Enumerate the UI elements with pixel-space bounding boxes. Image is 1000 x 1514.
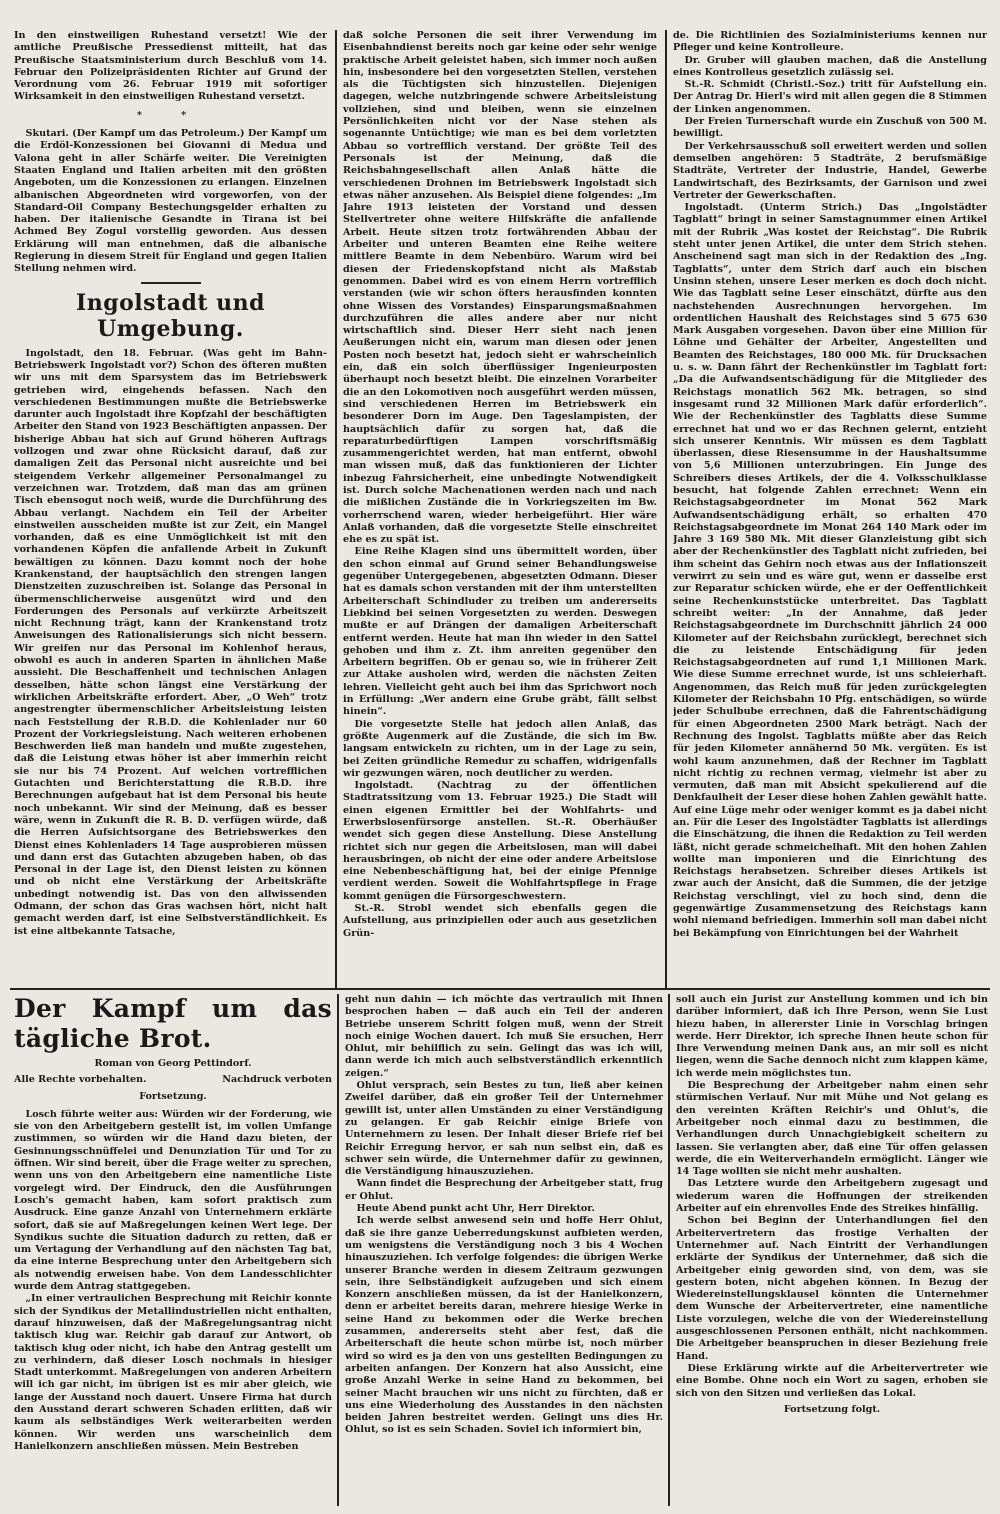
article-vorgesetzte: Die vorgesetzte Stelle hat jedoch allen Anlaß, das größte Augenmerk auf die Zustände, die sich im Bw. langsam entwickeln zu richten, um in der Lage zu sein, bei Zeiten gründliche Remedur zu schaffen, widrigenfalls wir gezwungen wären, noch deutlicher zu werden. [343,718,657,779]
section-divider [10,988,990,990]
novel-paragraph: Diese Erklärung wirkte auf die Arbeitervertreter wie eine Bombe. Ohne noch ein Wort zu sagen, erhoben sie sich von den Sitzen und verließen das Lokal. [676,1362,988,1399]
column-rule [668,994,670,1506]
column-rule [665,30,667,988]
article-stadtrat: Ingolstadt. (Nachtrag zu der öffentlichen Stadtratssitzung vom 13. Februar 1925.) Die Stadt will einen eigenen Ermittler bei der Wohlfahrts- und Erwerbslosenfürsorge anstellen. St.-R. Oberhäußer wendet sich gegen diese Anstellung. Diese Anstellung richtet sich nur gegen die Arbeitslosen, man will dabei herausbringen, ob nicht der eine oder andere Arbeitslose eine Nebenbeschäftigung hat, bei der einige Pfennige verdient werden. Soweit die Wohlfahrtspflege in Frage kommt genügen die Fürsorgeschwestern. [343,780,657,902]
article-turnerschaft: Der Freien Turnerschaft wurde ein Zuschuß von 500 M. bewilligt. [673,116,987,140]
novel-column-2 [345,994,663,1504]
novel-column-1 [14,994,332,1504]
article-unterm-strich: Ingolstadt. (Unterm Strich.) Das „Ingolstädter Tagblatt“ bringt in seiner Samstagnummer einen Artikel mit der Rubrik „Was kostet der Reichstag“. Die Rubrik steht unter jenen Artikel, die unter dem Strich stehen. Anscheinend sagt man sich in der Redaktion des „Ing. Tagblatts“, unter dem Strich darf auch ein bischen Unsinn stehen, unsere Leser merken es doch doch nicht. Wie das Tagblatt seine Leser einschätzt, dürfte aus den nachstehenden Ausrechnungen hervorgehen. Im ordentlichen Haushalt des Reichstages sind 5 675 630 Mark Ausgaben vorgesehen. Davon über eine Million für Löhne und Gehälter der Arbeiter, Angestellten und Beamten des Reichstages, 180 000 Mk. für Drucksachen u. s. w. Dann fährt der Rechenkünstler im Tagblatt fort: „Da die Aufwandsentschädigung für die Mitglieder des Reichstags monatlich 562 Mk. betragen, so sind insgesamt rund 32 Millionen Mark dafür erforderlich“. Wie der Rechenkünstler des Tagblatts diese Summe errechnet hat und wo er das Rechnen gelernt, entzieht sich unserer Kenntnis. Wir müssen es dem Tagblatt überlassen, diese Riesensumme in der Haushaltsumme von 5,6 Millionen unterzubringen. Ein Junge des Schreibers dieses Artikels, der die 4. Volksschulklasse besucht, hat folgende Zahlen errechnet: Wenn ein Reichstagsabgeordneter im Monat 562 Mark Aufwandsentschädigung erhält, so erhalten 470 Reichstagsabgeordnete im Monat 264 140 Mark oder im Jahre 3 169 580 Mk. Mit dieser Glanzleistung gibt sich aber der Rechenkünstler des Tagblatt nicht zufrieden, bei ihm scheint das Gehirn noch etwas aus der Inflationszeit verwirrt zu sein und es wäre gut, wenn er dasselbe erst zur Reparatur schicken würde, ehe er der Oeffentlichkeit seine Rechenkunststücke unterbreitet. Das Tagblatt schreibt weiter: „In der Annahme, daß jeder Reichstagsabgeordnete im Durchschnitt jährlich 24 000 Kilometer auf der Reichsbahn zurücklegt, berechnet sich die zu leistende Entschädigung für jeden Reichstagsabgeordneten auf rund 1,1 Millionen Mark. Wie diese Summe errechnet wurde, ist uns schleierhaft. Angenommen, das Reich muß für jeden zurückgelegten Kilometer der Reichsbahn 10 Pfg. entschädigen, so würde jeder Schulbube errechnen, daß die Fahrentschädigung für einen Abgeordneten 2500 Mark beträgt. Nach der Rechnung des Ingolst. Tagblatts müßte aber das Reich für jeden Kilometer annähernd 50 Mk. vergüten. Es ist wohl kaum anzunehmen, daß der Rechner im Tagblatt nicht richtig zu rechnen vermag, vielmehr ist aber zu vermuten, daß man mit Absicht spekulierend auf die Denkfaulheit der Leser diese hohen Zahlen gewählt hatte. Auf eine Lüge mehr oder weniger kommt es ja dabei nicht an. Für die Leser des Ingolstädter Tagblatts ist allerdings die Einschätzung, die ihnen die Redaktion zu Teil werden läßt, nicht gerade schmeichelhaft. Mit den hohen Zahlen wollte man imponieren und die Einrichtung des Reichstags herabsetzen. Schreiber dieses Artikels ist zwar auch der Ansicht, daß die Summen, die der jetzige Reichstag verschlingt, viel zu hoch sind, denn die gegenwärtige Zusammensetzung des Reichstags kann wohl niemand befriedigen. Immerhin soll man dabei nicht bei Bekämpfung von Einrichtungen bei der Wahrheit [673,202,987,939]
novel-column-3 [676,994,988,1504]
article-bahn-betriebswerk: Ingolstadt, den 18. Februar. (Was geht im Bahn-Betriebswerk Ingolstadt vor?) Schon des öfteren mußten wir uns mit dem Sparsystem das im Betriebswerk getrieben wird, eingehends befassen. Nach den verschiedenen Bestimmungen mußte die Betriebswerke darunter auch Ingolstadt ihre Kopfzahl der beschäftigten Arbeiter den Stand von 1923 Beschäftigten anpassen. Der bisherige Abbau hat sich auf Grund höheren Auftrags vollzogen und zwar ohne Rücksicht darauf, daß zur damaligen Zeit das Personal nicht ausreichte und bei steigendem Verkehr allgemeiner Personalmangel zu verzeichnen war. Trotzdem, daß man das am grünen Tisch ebensogut noch weiß, wurde die Durchführung des Abbau verlangt. Nachdem ein Teil der Arbeiter einstweilen ausscheiden mußte ist zur Zeit, ein Mangel vorhanden, daß es eine Unmöglichkeit ist mit den vorhandenen Köpfen die anfallende Arbeit in Zukunft bewältigen zu können. Dazu kommt noch der hohe Krankenstand, der hauptsächlich den strengen langen Dienstzeiten zuzuschreiben ist. Solange das Personal in übermenschlicherweise ausgenützt wird und den Forderungen des Personals auf verkürzte Arbeitszeit nicht Rechnung trägt, kann der Krankenstand trotz Anweisungen des Rationalisierungs sich nicht bessern. Wir greifen nur das Personal im Kohlenhof heraus, obwohl es auch in anderen Sparten in ähnlichen Maße aussieht. Die Beschaffenheit und technischen Anlagen desselben, hätte schon längst eine Verstärkung der wirklichen Arbeitskräfte erfordert. Aber, „O Weh“ trotz angestrengter übermenschlicher Arbeitsleistung leisten nach Feststellung der R.B.D. die Kohlenlader nur 60 Prozent der Vorkriegsleistung. Nach weiteren erhobenen Beschwerden ließ man handeln und mußte zugestehen, daß die Leistung etwas höher ist aber immerhin reicht sie nur bis 74 Prozent. Auf welchen vortrefflichen Gutachten und Berichterstattung die R.B.D. ihre Berechnungen aufgebaut hat ist dem Personal bis heute noch unbekannt. Wir sind der Meinung, daß es besser wäre, wenn in Zukunft die R. B. D. verfügen würde, daß die Herren Aufsichtsorgane des Betriebswerkes den Dienst eines Kohlenladers 14 Tage ausprobieren müssen und dann erst das Gutachten abzugeben haben, ob das Personal in der Lage ist, den Dienst leisten zu können und ob nicht eine Verstärkung der Arbeitskräfte unbedingt notwendig ist. Das von den allwissenden Odmann, der schon das Gras wachsen hört, nicht halt gemacht werden darf, ist eine Selbstverständlichkeit. Es ist eine altbekannte Tatsache, [14,347,327,937]
reprint-forbidden: Nachdruck verboten [222,1074,332,1086]
novel-paragraph: Schon bei Beginn der Unterhandlungen fiel den Arbeitervertretern das frostige Verhalten der Unternehmer auf. Nach Eintritt der Verhandlungen erklärte der Syndikus der Unternehmer, daß sich die Arbeitgeber einig geworden sind, von dem, was sie gestern boten, nicht abgehen können. In Bezug der Wiedereinstellungsklausel könnten die Unternehmer dem Wunsche der Arbeitervertreter, eine namentliche Liste vorzulegen, welche die von der Wiedereinstellung ausgeschlossenen Personen enthält, nicht nachkommen. Die Arbeitgeber beanspruchen in dieser Beziehung freie Hand. [676,1215,988,1362]
section-title: Ingolstadt und Umgebung. [75,289,266,342]
novel-paragraph: Losch führte weiter aus: Würden wir der Forderung, wie sie von den Arbeitgebern gestellt ist, im vollen Umfange zustimmen, so würden wir die Hand dazu bieten, der Gesinnungsschnüffelei und Denunziation Tür und Tor zu öffnen. Wir sind bereit, über die Frage weiter zu sprechen, wenn uns von den Arbeitgebern eine namentliche Liste vorgelegt wird. Der Eindruck, den die Ausführungen Losch's gemacht haben, kam sofort praktisch zum Ausdruck. Eine ganze Anzahl von Unternehmern erklärte sofort, daß sie auf Maßregelungen keinen Wert lege. Der Syndikus suchte die Situation dadurch zu retten, daß er um Vertagung der Verhandlung auf den nächsten Tag bat, da eine interne Besprechung unter den Arbeitgebern sich als notwendig erweisen habe. Von dem Landesschlichter wurde dem Antrag stattgegeben. [14,1108,332,1293]
novel-paragraph: geht nun dahin — ich möchte das vertraulich mit Ihnen besprochen haben — daß auch ein Teil der anderen Betriebe unserem Schritt folgen muß, wenn der Streit noch einige Wochen dauert. Ich muß Sie ersuchen, Herr Ohlut, mir behilflich zu sein. Gelingt das was ich will, dann werde ich mich auch selbstverständlich erkenntlich zeigen.“ [345,994,663,1079]
novel-paragraph: Ohlut versprach, sein Bestes zu tun, ließ aber keinen Zweifel darüber, daß ein großer Teil der Unternehmer gewillt ist, unter allen Umständen zu einer Verständigung zu gelangen. Er gab Reichir einige Briefe von Unternehmern zu lesen. Der Inhalt dieser Briefe rief bei Reichir Erregung hervor, er sah nun selbst ein, daß es schwer sein würde, die Unternehmer dafür zu gewinnen, die Verständigung hinauszuziehen. [345,1080,663,1178]
novel-paragraph: Die Besprechung der Arbeitgeber nahm einen sehr stürmischen Verlauf. Nur mit Mühe und Not gelang es den vereinten Kräften Reichir's und Ohlut's, die Arbeitgeber noch einmal dazu zu bestimmen, die Verhandlungen durch Unnachgiebigkeit scheitern zu lassen. Sie verlangten aber, daß eine Tür offen gelassen werde, die ein Weiterverhandeln ermöglicht. Länger wie 14 Tage wollten sie nicht mehr aushalten. [676,1080,988,1178]
novel-continuation: Fortsetzung. [139,1090,207,1102]
article-gruber: Dr. Gruber will glauben machen, daß die Anstellung eines Kontrolleus gesetzlich zulässig sei. [673,54,987,78]
short-divider [141,282,201,284]
novel-paragraph: Wann findet die Besprechung der Arbeitgeber statt, frug er Ohlut. [345,1178,663,1202]
novel-paragraph: soll auch ein Jurist zur Anstellung kommen und ich bin darüber informiert, daß ich Ihre Person, wenn Sie Lust hiezu haben, in allererster Linie in Vorschlag bringen werde. Herr Direktor, ich spreche Ihnen heute schon für Ihre Verwendung meinen Dank aus, an mir soll es nicht liegen, wenn die Sache dennoch nicht zum klappen käme, ich werde mein möglichstes tun. [676,994,988,1079]
novel-title: Der Kampf um das tägliche Brot. [14,994,332,1053]
novel-paragraph: Heute Abend punkt acht Uhr, Herr Direktor. [356,1203,595,1215]
article-klagen: Eine Reihe Klagen sind uns übermittelt worden, über den schon einmal auf Grund seiner Behandlungsweise gegenüber Untergegebenen, abgesetzten Odmann. Dieser hat es damals schon verstanden mit der ihm unterstellten Arbeiterschaft Schindluder zu treiben um andererseits Liebkind bei seinen Vorgesetzten zu werden. Deswegen mußte er auf Drängen der damaligen Arbeiterschaft entfernt werden. Heute hat man ihn wieder in den Sattel gehoben und ihm z. Zt. ihm anreiten gegenüber den Arbeitern begriffen. Ob er genau so, wie in früherer Zeit zur Attake ausholen wird, werden die nächsten Zeiten lehren. Vielleicht geht auch bei ihm das Sprichwort noch in Erfüllung: „Wer andern eine Grube gräbt, fällt selbst hinein“. [343,546,657,718]
rights-reserved: Alle Rechte vorbehalten. [14,1074,147,1086]
novel-author: Roman von Georg Pettindorf. [94,1058,252,1069]
column-rule [335,30,337,988]
column-2 [343,30,657,980]
article-skutari: Skutari. (Der Kampf um das Petroleum.) Der Kampf um die Erdöl-Konzessionen bei Giovanni di Medua und Valona geht in aller Schärfe weiter. Die Vereinigten Staaten England und Italien arbeiten mit den größten Angeboten, um die Konzessionen zu erlangen. Einzelnen albanischen Abgeordneten wird vorgeworfen, von der Standard-Oil Company Bestechungsgelder erhalten zu haben. Der italienische Gesandte in Tirana ist bei Achmed Bey Zogul vorstellig geworden. Aus dessen Erklärung will man entnehmen, daß die albanische Regierung in diesem Streit für England und gegen Italien Stellung nehmen wird. [14,128,327,275]
article-strobl: St.-R. Strobl wendet sich ebenfalls gegen die Aufstellung, aus prinzipiellen oder auch aus gesetzlichen Grün- [343,903,657,939]
column-3 [673,30,987,980]
column-rule [337,994,339,1506]
novel-paragraph: Das Letztere wurde den Arbeitgebern zugesagt und wiederum waren die Hoffnungen der streikenden Arbeiter auf ein ehrenvolles Ende des Streikes hinfällig. [676,1178,988,1215]
article-verkehrsausschuss: Der Verkehrsausschuß soll erweitert werden und sollen demselben angehören: 5 Stadträte, 2 berufsmäßige Stadträte, Vertreter der Industrie, Handel, Gewerbe Landwirtschaft, des Bezirksamts, der Garnison und zwei Vertreter der Gewerkschaften. [673,140,987,201]
novel-paragraph: „In einer vertraulichen Besprechung mit Reichir konnte sich der Syndikus der Metallindustriellen nicht enthalten, darauf hinzuweisen, daß der Maßregelungsantrag nicht taktisch klug war. Reichir gab darauf zur Antwort, ob taktisch klug oder nicht, ich habe den Antrag gestellt um zu verhindern, daß dieser Losch nochmals in hiesiger Stadt unterkommt. Maßregelungen von anderen Arbeitern will ich gar nicht, im übrigen ist es mir aber gleich, wie lange der Ausstand noch dauert. Unsere Firma hat durch den Ausstand derart schweren Schaden erlitten, daß wir kaum als selbständiges Werk weiterarbeiten werden können. Wir werden uns warscheinlich dem Hanielkonzern anschließen müssen. Mein Bestreben [14,1293,332,1452]
article-ruhestand: In den einstweiligen Ruhestand versetzt! Wie der amtliche Preußische Pressedienst mitteilt, hat das Preußische Staatsministerium durch Beschluß vom 14. Februar den Polizeipräsidenten Richter auf Grund der Verordnung vom 26. Februar 1919 mit sofortiger Wirksamkeit in den einstweiligen Ruhestand versetzt. [14,30,327,103]
rights-line [14,1074,332,1086]
article-richtlinien: de. Die Richtlinien des Sozialministeriums kennen nur Pfleger und keine Kontrolleure. [673,30,987,54]
article-schmidt: St.-R. Schmidt (Christl.-Soz.) tritt für Aufstellung ein. Der Antrag Dr. Hierl's wird mit allen gegen die 8 Stimmen der Linken angenommen. [673,79,987,115]
column-1 [14,30,327,980]
to-be-continued: Fortsetzung folgt. [783,1403,881,1415]
novel-paragraph: Ich werde selbst anwesend sein und hoffe Herr Ohlut, daß sie ihre ganze Ueberredungskunst aufbieten werden, um wenigstens die Verständigung noch 3 bis 4 Wochen hinauszuziehen. Ich verfolge folgendes: die übrigen Werke unserer Branche werden in diesem Zeitraum gezwungen sein, ihre Selbständigkeit aufzugeben und sich einem Konzern anschließen müssen, da ist der Hanielkonzern, denn er arbeitet bereits daran, mehrere hiesige Werke in seine Hand zu bekommen oder die Werke brechen zusammen, andererseits steht aber fest, daß die Arbeiterschaft die heute schon mürbe ist, noch mürber wird so wird es ja den von uns gestellten Bedingungen zu arbeiten anfangen. Der Konzern hat also Aussicht, eine große Anzahl Werke in seine Hand zu bekommen, bei seiner Macht brauchen wir uns nicht zu fürchten, daß er uns eine Wiederholung des Ausstandes in den nächsten beiden Jahren bestreitet werden. Gelingt uns dies Hr. Ohlut, so ist es sein Schaden. Soviel ich informiert bin, [345,1215,663,1436]
article-continuation: daß solche Personen die seit ihrer Verwendung im Eisenbahndienst bereits noch gar keine oder sehr wenige praktische Arbeit geleistet haben, sich immer noch außen hin, insbesondere bei den vorgesetzten Stellen, verstehen als die Tüchtigsten sich hinzustellen. Diejenigen dagegen, welche nutzbringende schwere Arbeitsleistung vollziehen, sind und bleiben, wenn sie einzelnen Persönlichkeiten nicht vor der Nase stehen als sogenannte Untüchtige; wie man es bei dem vorletzten Abbau so vortrefflich verstand. Der größte Teil des Personals ist der Meinung, daß die Reichsbahngesellschaft allen Anlaß hätte die verschiedenen Drohnen im Betriebswerk Ingolstadt sich etwas näher anzusehen. Als Beispiel diene folgendes: „Im Jahre 1913 leisteten der Vorstand und dessen Stellvertreter ohne weitere Hilfskräfte die anfallende Arbeit. Heute sitzen trotz fortwährenden Abbau der Arbeiter und unteren Beamten eine Reihe weitere mittlere Beamte in dem Nebenbüro. Warum wird bei diesen der Friedenskopfstand nicht als Maßstab genommen. Dabei wird es von einem Herrn vortrefflich verstanden (wie wir schon öfters herausfinden konnten ohne Wissen des Vorstandes) Einsparungsmaßnahmen durchzuführen die alles andere aber nur nicht wirtschaftlich sind. Dieser Herr sieht nach jenen Aeußerungen nicht ein, warum man diesen oder jenen Posten noch besetzt hat, jedoch sieht er wahrscheinlich ein, daß ein solch überflüssiger Ingenieurposten überhaupt noch besetzt bleibt. Die einzelnen Vorarbeiter die an den Lokomotiven noch ausgeführt werden müssen, sind verschiedenen Herren im Betriebswerk ein besonderer Dorn im Auge. Den Tageslampisten, der hauptsächlich dafür zu sorgen hat, daß die reparaturbedürftigen Lampen vorschriftsmäßig zusammengerichtet werden, hat man entfernt, obwohl man wissen muß, daß das funktionieren der Lichter inbezug Fahrsicherheit, eine unbedingte Notwendigkeit ist. Durch solche Machenationen werden nach und nach die mißlichen Zustände die in Vorkriegszeiten im Bw. vorherrschend waren, wieder herbeigeführt. Hier wäre Anlaß vorhanden, daß die vorgesetzte Stelle einschreitet ehe es zu spät ist. [343,30,657,546]
separator-stars: * * [136,109,205,121]
